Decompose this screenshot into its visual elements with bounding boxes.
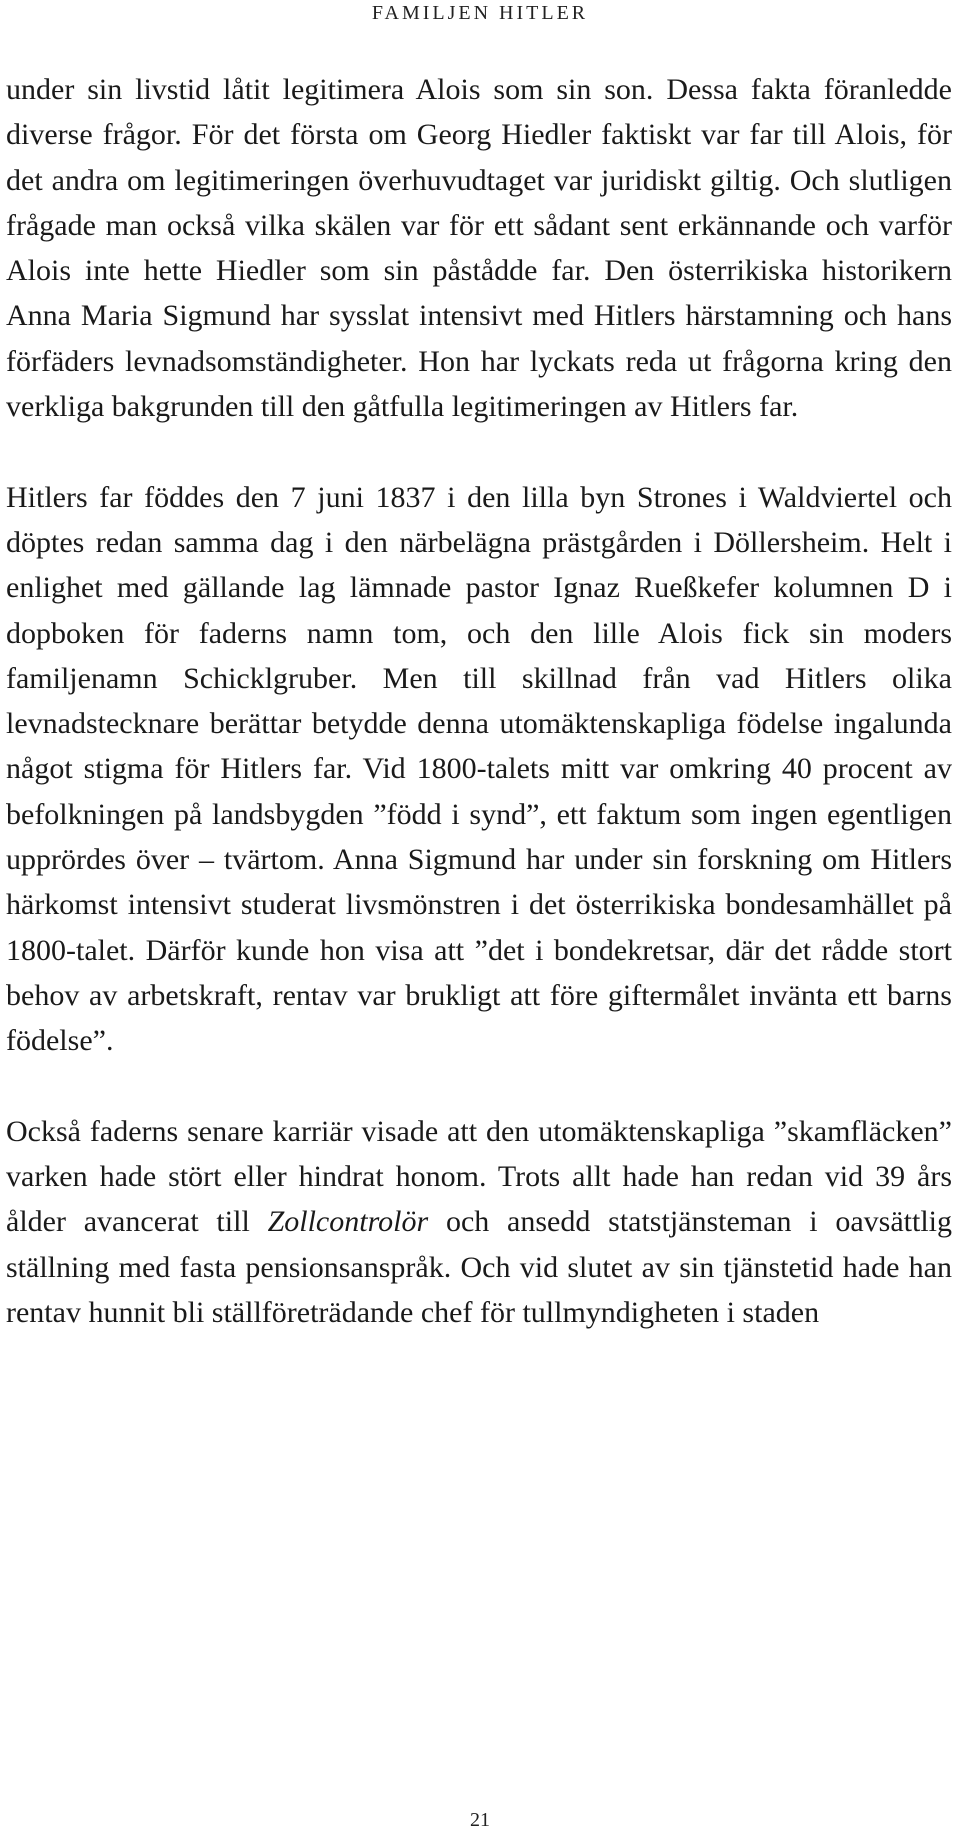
paragraph-3-end: och ansedd statstjänsteman i oavsättlig ställning med fasta pensionsanspråk. Och vid slutet av sin tjänstetid hade han rentav hunnit bli ställföreträdande chef för tullmyndigheten i staden xyxy=(6,1205,952,1330)
running-head: FAMILJEN HITLER xyxy=(371,2,589,24)
page-number: 21 xyxy=(470,1809,490,1831)
italic-term: Zollcontrolör xyxy=(267,1205,429,1239)
paragraph-1: under sin livstid låtit legitimera Alois som sin son. Dessa fakta föranledde diverse frågor. För det första om Georg Hiedler faktiskt var far till Alois, för det andra om legitimeringen överhuvudtaget var juridiskt giltig. Och slutligen frågade man också vilka skälen var för ett sådant sent erkännande och varför Alois inte hette Hiedler som sin påstådde far. Den österrikiska historikern Anna Maria Sigmund har sysslat intensivt med Hitlers härstamning och hans förfäders levnadsomständigheter. Hon har lyckats reda ut frågorna kring den verkliga bakgrunden till den gåtfulla legitimeringen av Hitlers far. xyxy=(6,73,952,424)
paragraph-3 xyxy=(6,1109,952,1335)
body-text xyxy=(6,67,952,1335)
paragraph-2: Hitlers far föddes den 7 juni 1837 i den lilla byn Strones i Waldviertel och döptes redan samma dag i den närbelägna prästgården i Döllersheim. Helt i enlighet med gällande lag lämnade pastor Ignaz Rueßkefer kolumnen D i dopboken för faderns namn tom, och den lille Alois fick sin moders familjenamn Schicklgruber. Men till skillnad från vad Hitlers olika levnadstecknare berättar betydde denna utomäktenskapliga födelse ingalunda något stigma för Hitlers far. Vid 1800-talets mitt var omkring 40 procent av befolkningen på landsbygden ”född i synd”, ett faktum som ingen egentligen upprördes över – tvärtom. Anna Sigmund har under sin forskning om Hitlers härkomst intensivt studerat livsmönstren i det österrikiska bondesamhället på 1800-talet. Därför kunde hon visa att ”det i bondekretsar, där det rådde stort behov av arbetskraft, rentav var brukligt att före giftermålet invänta ett barns födelse”. xyxy=(6,480,952,1058)
paragraph-3-start: Också faderns senare karriär visade att den utomäktenskapliga ”skamfläcken” varken hade stört eller hindrat honom. Trots allt hade han redan vid 39 års ålder avancerat till xyxy=(6,1114,952,1239)
